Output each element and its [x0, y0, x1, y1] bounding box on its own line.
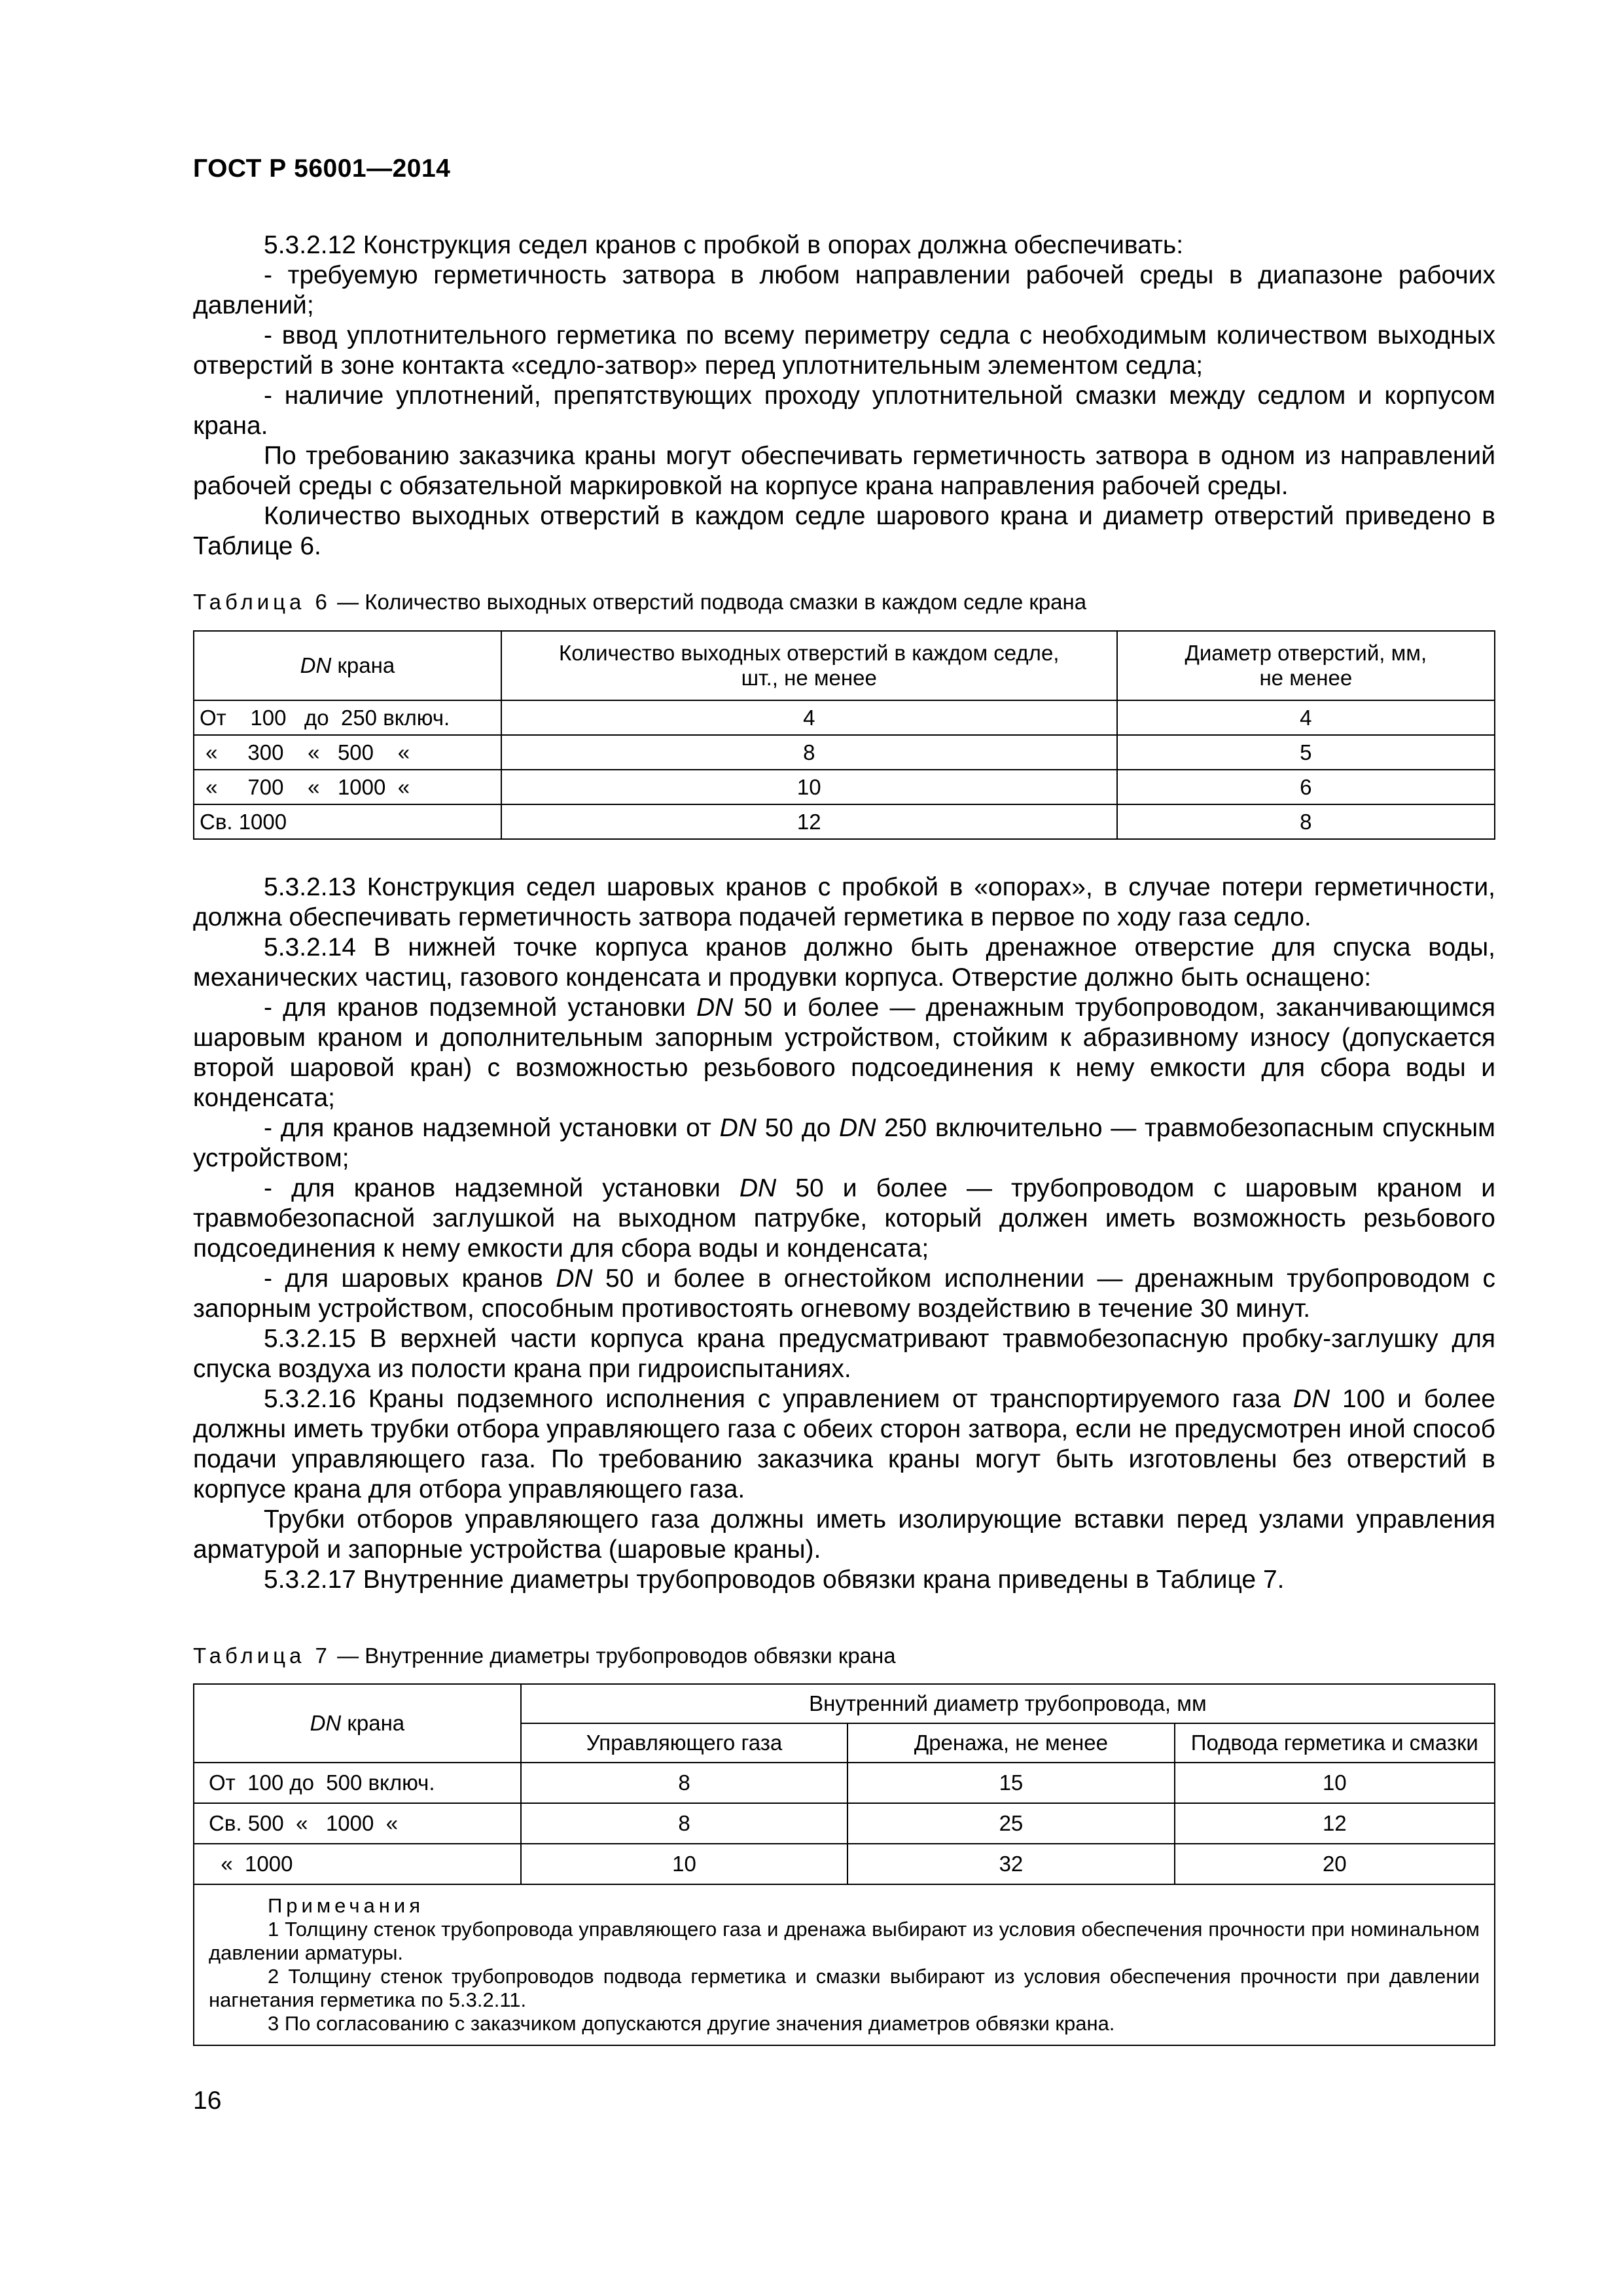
document-code: ГОСТ Р 56001—2014 — [193, 154, 451, 183]
table-7-header-group: Внутренний диаметр трубопровода, мм — [521, 1684, 1495, 1723]
paragraph: - наличие уплотнений, препятствующих проходу уплотнительной смазки между седлом и корпусом крана. — [193, 382, 1495, 440]
table-7-header-control: Управляющего газа — [521, 1723, 848, 1763]
paragraph: - для кранов надземной установки DN 50 и более — трубопроводом с шаровым краном и травмобезопасной заглушкой на выходном патрубке, который должен иметь возможность резьбового подсоединения к нему емкости для сбора воды и конденсата; — [193, 1174, 1495, 1263]
table-7-caption — [193, 1643, 896, 1669]
table-7 — [193, 1683, 1495, 2046]
table-6-header-row — [194, 631, 1495, 700]
note-item: 2 Толщину стенок трубопроводов подвода герметика и смазки выбирают из условия обеспечения прочности при давлении нагнетания герметика по 5.3.2.11. — [209, 1965, 1480, 2011]
paragraph: 5.3.2.16 Краны подземного исполнения с управлением от транспортируемого газа DN 100 и более должны иметь трубки отбора управляющего газа с обеих сторон затвора, если не предусмотрен иной способ подачи управляющего газа. По требованию заказчика краны могут быть изготовлены без отверстий в корпусе крана для отбора управляющего газа. — [193, 1385, 1495, 1503]
table-7-caption-label: Таблица 7 — [193, 1643, 331, 1668]
paragraph: 5.3.2.14 В нижней точке корпуса кранов должно быть дренажное отверстие для спуска воды, механических частиц, газового конденсата и продувки корпуса. Отверстие должно быть оснащено: — [193, 933, 1495, 992]
paragraph: - для кранов надземной установки от DN 50 до DN 250 включительно — травмобезопасным спускным устройством; — [193, 1114, 1495, 1172]
note-item: 1 Толщину стенок трубопровода управляющего газа и дренажа выбирают из условия обеспечения прочности при номинальном давлении арматуры. — [209, 1918, 1480, 1964]
page-number: 16 — [193, 2087, 222, 2115]
paragraph: 5.3.2.13 Конструкция седел шаровых кранов с пробкой в «опорах», в случае потери герметичности, должна обеспечивать герметичность затвора подачей герметика в первое по ходу газа седло. — [193, 873, 1495, 931]
paragraph: Трубки отборов управляющего газа должны иметь изолирующие вставки перед узлами управления арматурой и запорные устройства (шаровые краны). — [193, 1505, 1495, 1564]
paragraph: 5.3.2.15 В верхней части корпуса крана предусматривают травмобезопасную пробку-заглушку для спуска воздуха из полости крана при гидроиспытаниях. — [193, 1325, 1495, 1383]
table-7-notes — [194, 1884, 1495, 2045]
paragraph: 5.3.2.12 Конструкция седел кранов с пробкой в опорах должна обеспечивать: — [264, 231, 1184, 259]
table-6-caption — [193, 589, 1086, 615]
table-7-header-dn: DN крана — [194, 1684, 521, 1763]
paragraph: По требованию заказчика краны могут обеспечивать герметичность затвора в одном из направлений рабочей среды с обязательной маркировкой на корпусе крана направления рабочей среды. — [193, 442, 1495, 500]
paragraph: Количество выходных отверстий в каждом седле шарового крана и диаметр отверстий приведено в Таблице 6. — [193, 502, 1495, 560]
table-7-header-row-1 — [194, 1684, 1495, 1723]
paragraph: - для кранов подземной установки DN 50 и более — дренажным трубопроводом, заканчивающимся шаровым краном и дополнительным запорным устройством, стойким к абразивному износу (допускается второй шаровой кран) с возможностью резьбового подсоединения к нему емкости для сбора воды и конденсата; — [193, 994, 1495, 1112]
notes-title: Примечания — [268, 1894, 424, 1917]
table-6 — [193, 630, 1495, 840]
table-row: От 100 до 500 включ. 8 15 10 — [194, 1763, 1495, 1803]
table-7-caption-text: — Внутренние диаметры трубопроводов обвязки крана — [330, 1643, 896, 1668]
table-row: Св. 1000 12 8 — [194, 804, 1495, 839]
paragraph: - требуемую герметичность затвора в любом направлении рабочей среды в диапазоне рабочих давлений; — [193, 261, 1495, 319]
paragraph: - для шаровых кранов DN 50 и более в огнестойком исполнении — дренажным трубопроводом с запорным устройством, способным противостоять огневому воздействию в течение 30 минут. — [193, 1265, 1495, 1323]
table-6-caption-text: — Количество выходных отверстий подвода смазки в каждом седле крана — [330, 590, 1087, 614]
table-6-caption-label: Таблица 6 — [193, 590, 331, 614]
table-row: « 700 « 1000 « 10 6 — [194, 770, 1495, 804]
table-row: Св. 500 « 1000 « 8 25 12 — [194, 1803, 1495, 1844]
table-7-header-drain: Дренажа, не менее — [847, 1723, 1174, 1763]
sections-5-3-2-13-to-17 — [193, 872, 1495, 1595]
paragraph: - ввод уплотнительного герметика по всему периметру седла с необходимым количеством выходных отверстий в зоне контакта «седло-затвор» перед уплотнительным элементом седла; — [193, 321, 1495, 380]
table-row: « 1000 10 32 20 — [194, 1844, 1495, 1884]
note-item: 3 По согласованию с заказчиком допускаются другие значения диаметров обвязки крана. — [268, 2012, 1115, 2035]
table-6-header-count: Количество выходных отверстий в каждом седле, шт., не менее — [501, 631, 1117, 700]
paragraph: 5.3.2.17 Внутренние диаметры трубопроводов обвязки крана приведены в Таблице 7. — [264, 1566, 1285, 1594]
table-6-header-diameter: Диаметр отверстий, мм, не менее — [1117, 631, 1495, 700]
table-row: От 100 до 250 включ. 4 4 — [194, 700, 1495, 735]
table-7-header-sealant: Подвода герметика и смазки — [1175, 1723, 1495, 1763]
table-row: « 300 « 500 « 8 5 — [194, 735, 1495, 770]
table-6-header-dn: DN крана — [194, 631, 501, 700]
table-7-notes-row — [194, 1884, 1495, 2045]
section-5-3-2-12 — [193, 230, 1495, 562]
